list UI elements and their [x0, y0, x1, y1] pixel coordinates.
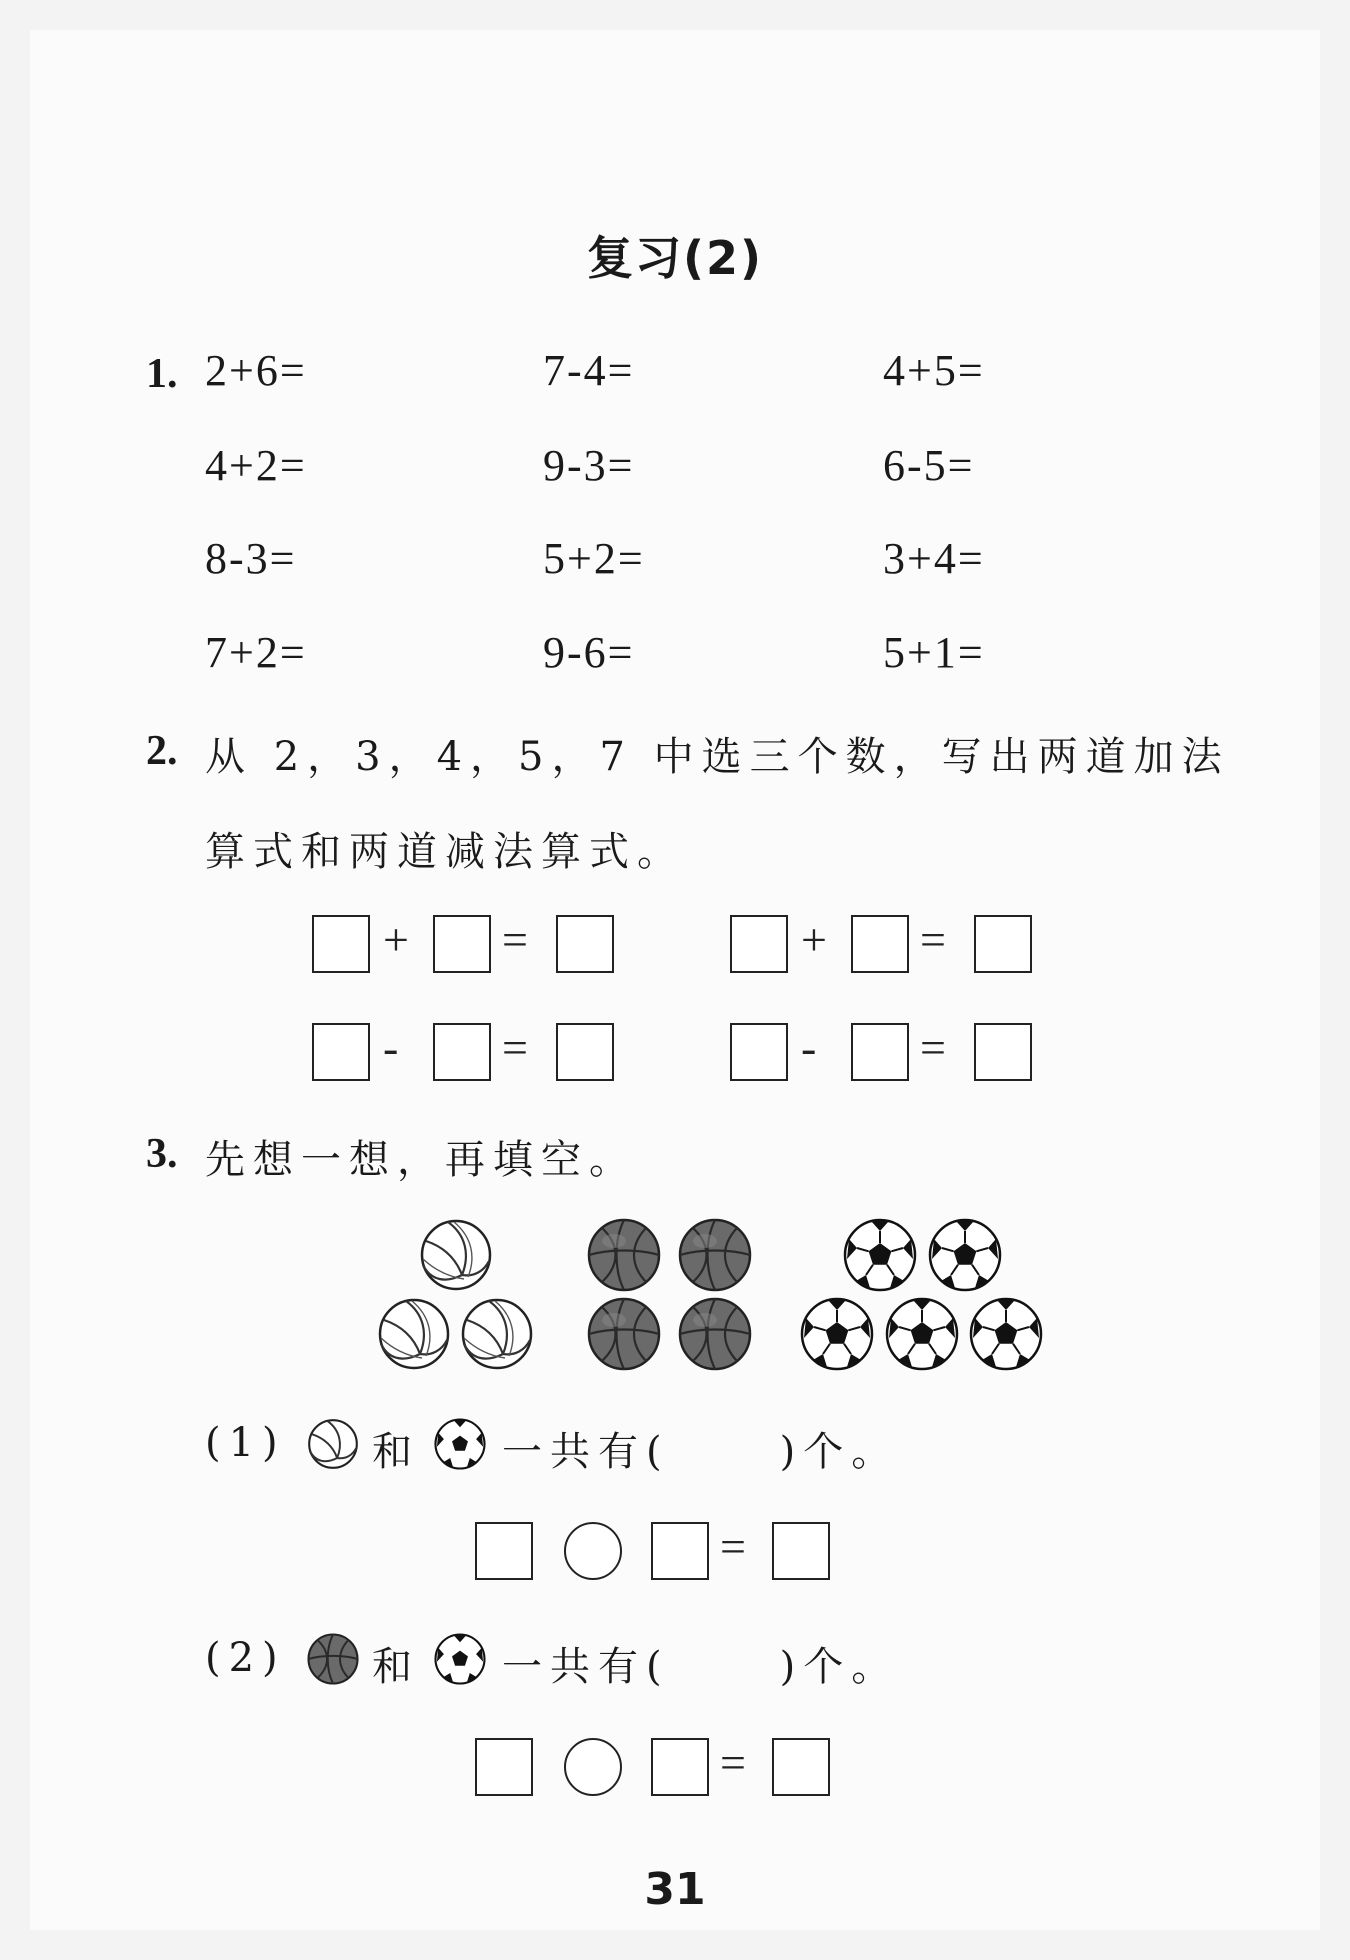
- q2-number: 2.: [146, 728, 178, 774]
- soccer-ball-icon: [434, 1418, 486, 1470]
- answer-box[interactable]: [730, 915, 788, 973]
- minus-sign: -: [383, 1022, 399, 1073]
- q3-sub1-suffix: )个。: [779, 1429, 900, 1475]
- q3-sub1-connector: 和: [372, 1429, 420, 1475]
- q1-equation: 2+6=: [205, 346, 307, 395]
- q1-equation: 5+1=: [883, 628, 985, 677]
- equals-sign: =: [920, 1022, 946, 1073]
- soccer-ball-icon: [845, 1220, 915, 1290]
- q1-equation: 4+5=: [883, 346, 985, 395]
- answer-box[interactable]: [556, 915, 614, 973]
- q1-number: 1.: [146, 351, 178, 397]
- volleyball-icon: [380, 1300, 448, 1368]
- basketball-icon: [589, 1299, 659, 1369]
- q3-sub2-label: (2): [205, 1635, 286, 1681]
- q3-instruction: 先想一想，再填空。: [205, 1137, 637, 1183]
- soccer-ball-icon: [887, 1299, 957, 1369]
- q1-equation: 5+2=: [543, 534, 645, 583]
- equals-sign: =: [502, 1022, 528, 1073]
- answer-box[interactable]: [475, 1522, 533, 1580]
- answer-box[interactable]: [974, 1023, 1032, 1081]
- equals-sign: =: [502, 914, 528, 965]
- operator-circle[interactable]: [564, 1522, 622, 1580]
- equals-sign: =: [720, 1521, 746, 1572]
- soccer-ball-icon: [971, 1299, 1041, 1369]
- answer-box[interactable]: [475, 1738, 533, 1796]
- answer-box[interactable]: [651, 1522, 709, 1580]
- page-number: 31: [644, 1864, 706, 1915]
- soccer-ball-icon: [802, 1299, 872, 1369]
- plus-sign: +: [383, 914, 409, 965]
- answer-box[interactable]: [433, 1023, 491, 1081]
- answer-box[interactable]: [312, 1023, 370, 1081]
- page-title: 复习(2): [586, 231, 764, 285]
- q3-sub2-suffix: )个。: [779, 1644, 900, 1690]
- answer-box[interactable]: [974, 915, 1032, 973]
- basketball-icon: [307, 1633, 359, 1685]
- basketball-icon: [680, 1220, 750, 1290]
- answer-box[interactable]: [772, 1738, 830, 1796]
- q1-equation: 7+2=: [205, 628, 307, 677]
- q1-equation: 9-3=: [543, 441, 635, 490]
- balls-illustration: [0, 1210, 1350, 1410]
- equals-sign: =: [920, 914, 946, 965]
- q3-sub1-label: (1): [205, 1420, 286, 1466]
- q3-number: 3.: [146, 1131, 178, 1177]
- answer-box[interactable]: [772, 1522, 830, 1580]
- q1-equation: 6-5=: [883, 441, 975, 490]
- answer-box[interactable]: [851, 1023, 909, 1081]
- q3-sub2-connector: 和: [372, 1644, 420, 1690]
- answer-box[interactable]: [651, 1738, 709, 1796]
- q1-equation: 9-6=: [543, 628, 635, 677]
- minus-sign: -: [801, 1022, 817, 1073]
- volleyball-icon: [463, 1300, 531, 1368]
- q3-sub2-text: 一共有(: [502, 1644, 670, 1690]
- basketball-icon: [680, 1299, 750, 1369]
- equals-sign: =: [720, 1737, 746, 1788]
- q1-equation: 4+2=: [205, 441, 307, 490]
- soccer-ball-icon: [434, 1633, 486, 1685]
- q1-equation: 8-3=: [205, 534, 297, 583]
- q3-sub1-question: [502, 1420, 899, 1477]
- q2-prompt-line2: 算式和两道减法算式。: [205, 829, 685, 875]
- operator-circle[interactable]: [564, 1738, 622, 1796]
- soccer-ball-icon: [930, 1220, 1000, 1290]
- q3-sub1-text: 一共有(: [502, 1429, 670, 1475]
- volleyball-icon: [307, 1418, 359, 1470]
- answer-box[interactable]: [730, 1023, 788, 1081]
- answer-box[interactable]: [312, 915, 370, 973]
- volleyball-icon: [422, 1221, 490, 1289]
- q2-prompt-line1: 从 2，3，4，5，7 中选三个数，写出两道加法: [205, 734, 1230, 780]
- q1-equation: 7-4=: [543, 346, 635, 395]
- q3-sub2-question: [502, 1635, 899, 1692]
- answer-box[interactable]: [851, 915, 909, 973]
- answer-box[interactable]: [556, 1023, 614, 1081]
- answer-box[interactable]: [433, 915, 491, 973]
- q1-equation: 3+4=: [883, 534, 985, 583]
- basketball-icon: [589, 1220, 659, 1290]
- plus-sign: +: [801, 914, 827, 965]
